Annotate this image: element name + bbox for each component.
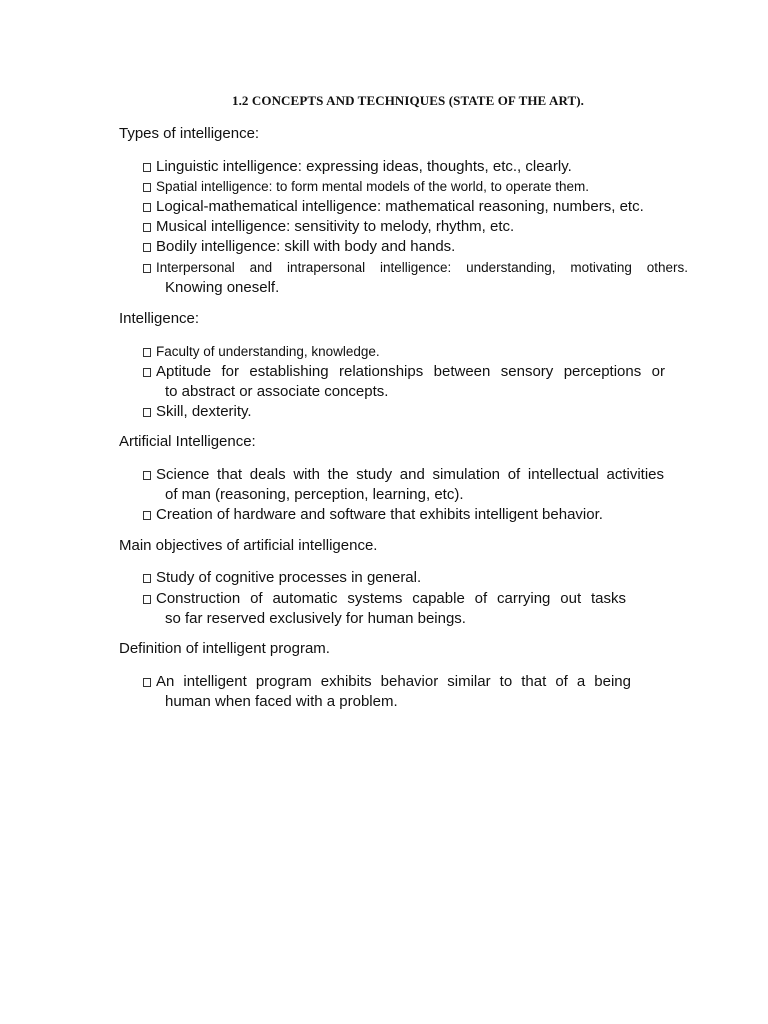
list-item: Logical-mathematical intelligence: mathematical reasoning, numbers, etc. [143,197,644,217]
list-item: Study of cognitive processes in general. [143,568,421,588]
checkbox-bullet-icon [143,163,151,172]
list-item-continuation: to abstract or associate concepts. [165,383,389,400]
checkbox-bullet-icon [143,368,151,377]
checkbox-bullet-icon [143,408,151,417]
list-item: Spatial intelligence: to form mental models of the world, to operate them. [143,177,589,197]
list-item: Interpersonal and intrapersonal intelligence: understanding, motivating others. [143,258,690,278]
checkbox-bullet-icon [143,348,151,357]
section-heading-definition: Definition of intelligent program. [119,640,330,657]
list-item: Skill, dexterity. [143,402,252,422]
document-title: 1.2 CONCEPTS AND TECHNIQUES (STATE OF THE ART). [231,93,585,108]
list-item: Faculty of understanding, knowledge. [143,342,380,362]
checkbox-bullet-icon [143,511,151,520]
list-item: Linguistic intelligence: expressing ideas, thoughts, etc., clearly. [143,157,572,177]
checkbox-bullet-icon [143,678,151,687]
list-item: Science that deals with the study and simulation of intellectual activities [143,465,664,485]
list-item: Aptitude for establishing relationships between sensory perceptions or [143,362,665,382]
checkbox-bullet-icon [143,243,151,252]
checkbox-bullet-icon [143,471,151,480]
list-item: Construction of automatic systems capable of carrying out tasks [143,589,626,609]
section-heading-ai: Artificial Intelligence: [119,433,256,450]
section-heading-types: Types of intelligence: [119,125,260,142]
list-item-continuation: so far reserved exclusively for human beings. [165,610,466,627]
list-item: An intelligent program exhibits behavior similar to that of a being [143,672,631,692]
checkbox-bullet-icon [143,574,151,583]
checkbox-bullet-icon [143,203,151,212]
list-item: Musical intelligence: sensitivity to melody, rhythm, etc. [143,217,514,237]
list-item: Bodily intelligence: skill with body and hands. [143,237,455,257]
list-item-continuation: human when faced with a problem. [165,693,398,710]
checkbox-bullet-icon [143,223,151,232]
checkbox-bullet-icon [143,183,151,192]
list-item: Creation of hardware and software that exhibits intelligent behavior. [143,505,603,525]
checkbox-bullet-icon [143,595,151,604]
list-item-continuation: Knowing oneself. [165,279,280,296]
section-heading-objectives: Main objectives of artificial intelligence. [119,537,378,554]
checkbox-bullet-icon [143,264,151,273]
section-heading-intelligence: Intelligence: [119,310,200,327]
list-item-continuation: of man (reasoning, perception, learning, etc). [165,486,464,503]
